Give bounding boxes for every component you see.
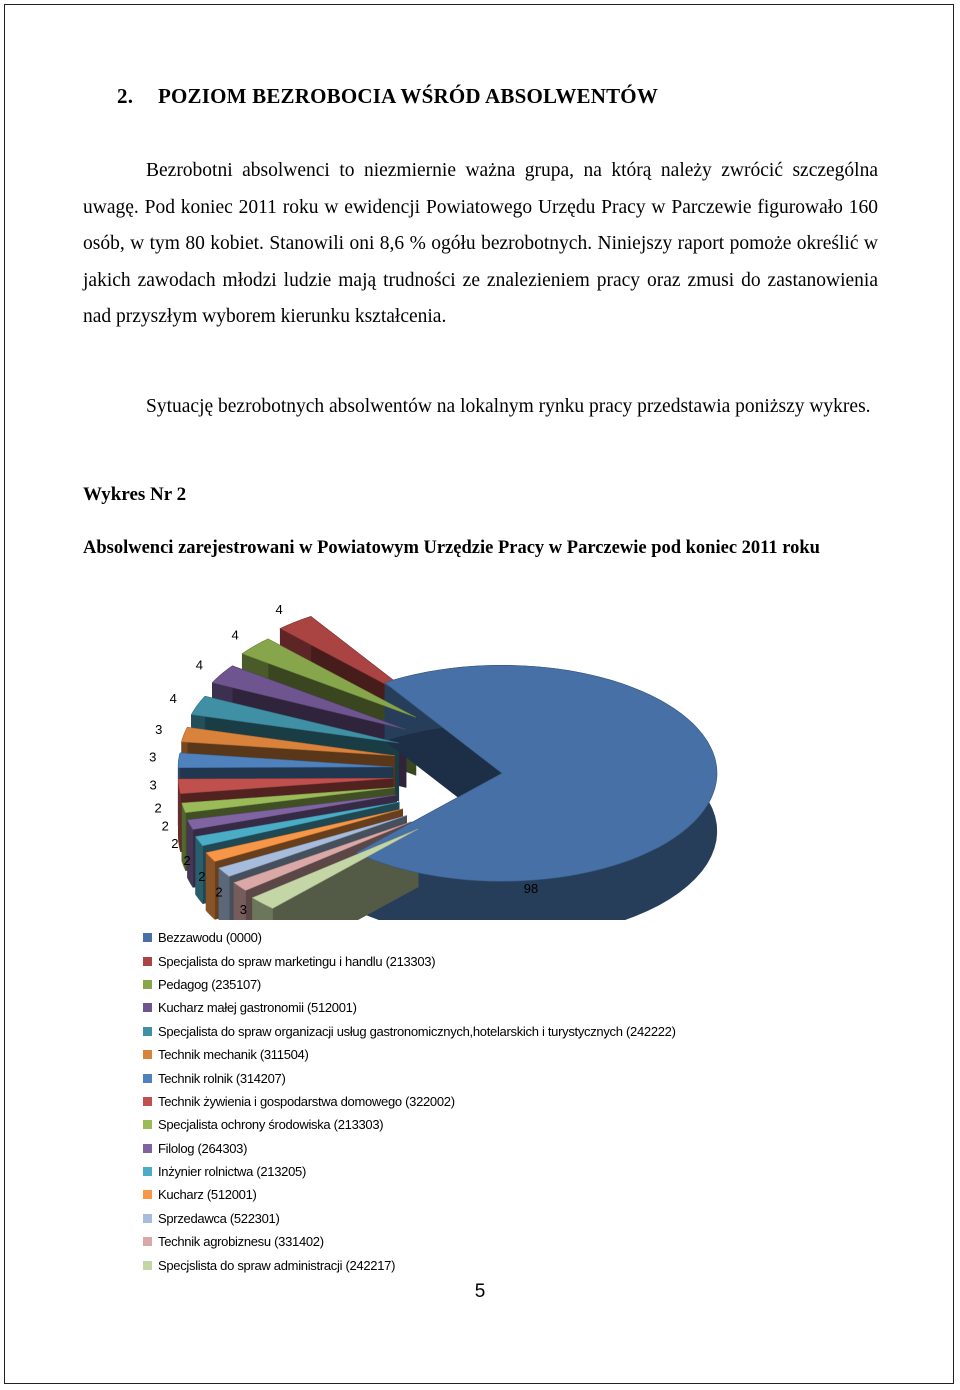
pie-data-label: 3 (155, 722, 163, 737)
legend-label: Filolog (264303) (158, 1140, 248, 1156)
legend-label: Pedagog (235107) (158, 976, 261, 992)
legend-item (143, 1207, 676, 1230)
legend-label: Specjalista do spraw marketingu i handlu (213303) (158, 953, 436, 969)
pie-data-label: 2 (215, 884, 223, 900)
legend-swatch (143, 1050, 152, 1059)
section-title: POZIOM BEZROBOCIA WŚRÓD ABSOLWENTÓW (158, 84, 659, 108)
page-number: 5 (474, 1281, 486, 1302)
legend-item (143, 996, 676, 1019)
legend-item (143, 1137, 676, 1160)
legend-item (143, 949, 676, 972)
legend-swatch (143, 1261, 152, 1270)
legend-label: Kucharz małej gastronomii (512001) (158, 1000, 357, 1016)
intro-paragraph: Bezrobotni absolwenci to niezmiernie ważna grupa, na którą należy zwrócić szczególna uwagę. Pod koniec 2011 roku w ewidencji Powiatowego Urzędu Pracy w Parczewie figurowało 160 osób, w tym 80 kobiet. Stanowili oni 8,6 % ogółu bezrobotnych. Niniejszy raport pomoże określić w jakich zawodach młodzi ludzie mają trudności ze znalezieniem pracy oraz zmusi do zastanowienia nad przyszłym wyborem kierunku kształcenia. (83, 160, 878, 327)
legend-label: Technik żywienia i gospodarstwa domowego (322002) (158, 1093, 455, 1109)
legend-item (143, 1020, 676, 1043)
legend-item (143, 1066, 676, 1089)
legend-label: Specjalista ochrony środowiska (213303) (158, 1117, 384, 1133)
pie-data-label: 98 (523, 881, 539, 896)
pie-data-label: 4 (169, 690, 177, 706)
legend-item (143, 1043, 676, 1066)
legend-swatch (143, 1027, 152, 1036)
legend-swatch (143, 1120, 152, 1129)
legend-item (143, 926, 676, 949)
legend-swatch (143, 980, 152, 989)
pie-data-label: 2 (183, 852, 191, 868)
legend-label: Bezzawodu (0000) (158, 930, 262, 946)
legend-item (143, 973, 676, 996)
legend-swatch (143, 957, 152, 966)
legend-label: Kucharz (512001) (158, 1187, 257, 1203)
pie-data-label: 4 (275, 601, 283, 617)
legend-swatch (143, 1144, 152, 1153)
legend-swatch (143, 1074, 152, 1083)
legend-swatch (143, 1237, 152, 1246)
legend-item (143, 1253, 676, 1276)
legend-label: Inżynier rolnictwa (213205) (158, 1164, 306, 1180)
pie-data-label: 4 (195, 657, 204, 673)
legend-swatch (143, 1214, 152, 1223)
legend-item (143, 1113, 676, 1136)
legend-item (143, 1090, 676, 1113)
legend-label: Sprzedawca (522301) (158, 1210, 280, 1226)
chart-legend (143, 926, 676, 1277)
legend-swatch (143, 1003, 152, 1012)
legend-item (143, 1183, 676, 1206)
section-number: 2. (117, 84, 134, 108)
pie-data-label: 2 (171, 835, 179, 851)
legend-swatch (143, 933, 152, 942)
legend-label: Technik rolnik (314207) (158, 1070, 286, 1086)
figure-label: Wykres Nr 2 (83, 484, 187, 505)
chart-title: Absolwenci zarejestrowani w Powiatowym Urzędzie Pracy w Parczewie pod koniec 2011 roku (83, 538, 820, 558)
pie-data-label: 2 (154, 800, 162, 816)
pie-data-label: 2 (198, 869, 206, 885)
pie-data-label: 3 (239, 902, 248, 918)
legend-item (143, 1230, 676, 1253)
legend-label: Technik agrobiznesu (331402) (158, 1234, 324, 1250)
chart-intro-paragraph: Sytuację bezrobotnych absolwentów na lokalnym rynku pracy przedstawia poniższy wykres. (146, 396, 871, 417)
pie-data-label: 3 (149, 777, 157, 793)
legend-label: Technik mechanik (311504) (158, 1047, 309, 1063)
legend-swatch (143, 1190, 152, 1199)
pie-data-label: 2 (161, 818, 169, 834)
legend-label: Specjslista do spraw administracji (242217) (158, 1257, 396, 1273)
legend-swatch (143, 1097, 152, 1106)
legend-item (143, 1160, 676, 1183)
pie-data-label: 3 (149, 749, 157, 765)
legend-swatch (143, 1167, 152, 1176)
pie-slice-side (206, 853, 215, 920)
pie-data-label: 4 (231, 627, 239, 643)
legend-label: Specjalista do spraw organizacji usług gastronomicznych,hotelarskich i turystycznych (242222) (158, 1023, 676, 1039)
